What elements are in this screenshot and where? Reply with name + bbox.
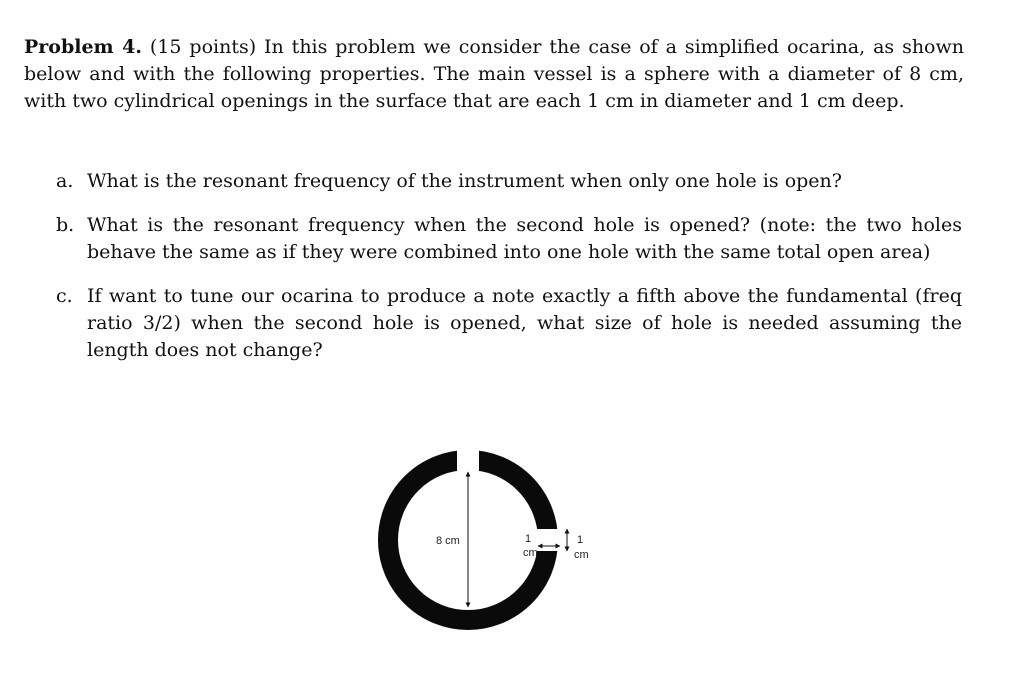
- ocarina-diagram: [370, 430, 610, 640]
- question-list: [56, 168, 962, 381]
- question-text: What is the resonant frequency of the instrument when only one hole is open?: [87, 170, 842, 192]
- question-a: [56, 168, 962, 195]
- problem-body: (15 points) In this problem we consider the case of a simplified ocarina, as shown below and with the following properties. The main vessel is a sphere with a diameter of 8 cm, with two cylindrical openings in the surface that are each 1 cm in diameter and 1 cm deep.: [24, 36, 964, 112]
- question-b: [56, 212, 962, 266]
- problem-heading: Problem 4.: [24, 36, 142, 58]
- ocarina-figure: [370, 430, 610, 640]
- hole-width-label-bottom: cm: [523, 547, 538, 559]
- question-c: [56, 283, 962, 364]
- hole-width-label-top: 1: [525, 533, 532, 545]
- question-letter: c.: [56, 285, 73, 307]
- top-hole: [457, 436, 479, 472]
- problem-statement: [24, 34, 964, 115]
- hole-depth-label-top: 1: [577, 534, 584, 546]
- question-letter: a.: [56, 170, 74, 192]
- diameter-label: 8 cm: [436, 535, 460, 547]
- question-letter: b.: [56, 214, 75, 236]
- question-text: What is the resonant frequency when the second hole is opened? (note: the two holes behave the same as if they were combined into one hole with the same total open area): [87, 214, 962, 263]
- question-text: If want to tune our ocarina to produce a note exactly a fifth above the fundamental (freq ratio 3/2) when the second hole is opened, what size of hole is needed assuming the length does not change?: [87, 285, 962, 361]
- hole-depth-label-bottom: cm: [574, 549, 589, 561]
